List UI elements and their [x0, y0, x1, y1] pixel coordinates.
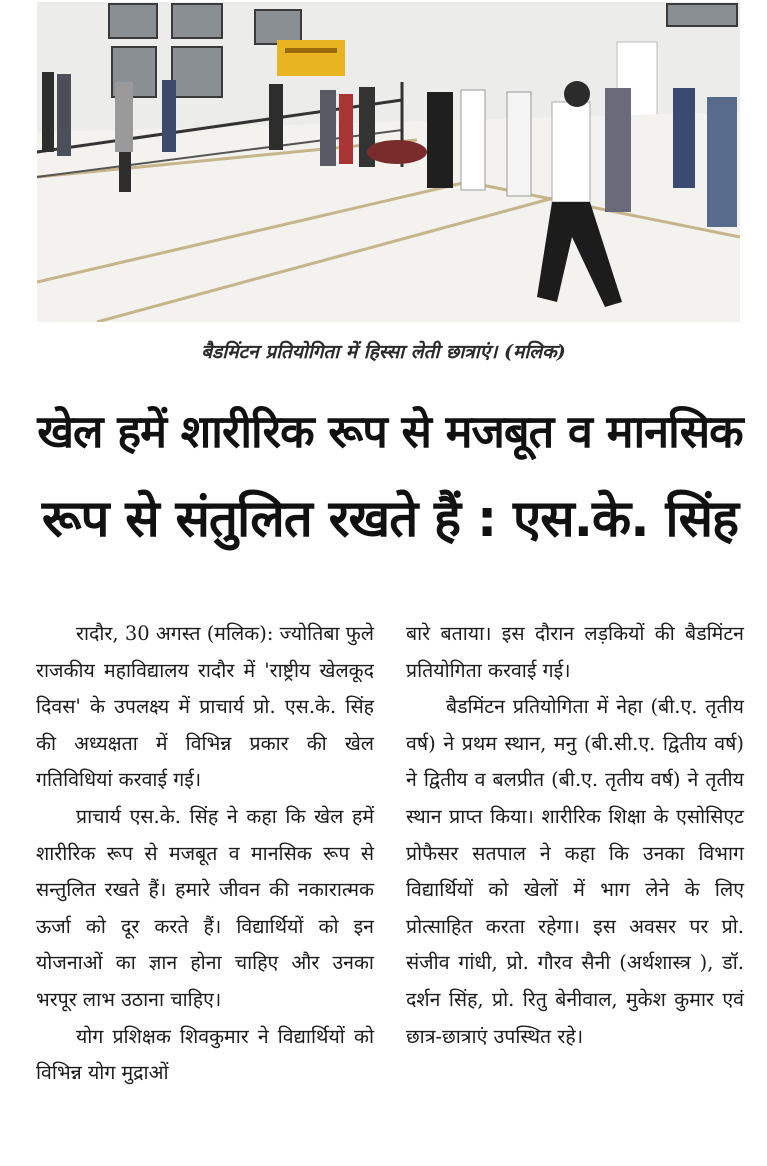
article-paragraph: प्राचार्य एस.के. सिंह ने कहा कि खेल हमें शारीरिक रूप से मजबूत व मानसिक रूप से सन्तुलित रखते हैं। हमारे जीवन की नकारात्मक ऊर्जा को दूर करते हैं। विद्यार्थियों को इन योजनाओं का ज्ञान होना चाहिए और उनका भरपूर लाभ उठाना चाहिए।	[36, 804, 374, 1011]
yellow-banner	[277, 40, 345, 76]
headline-line-1: खेल हमें शारीरिक रूप से मजबूत व मानसिक	[37, 405, 743, 458]
bags	[367, 140, 427, 164]
article-paragraph: बारे बताया। इस दौरान लड़कियों की बैडमिंटन प्रतियोगिता करवाई गई।	[406, 622, 744, 682]
news-photo	[37, 2, 740, 322]
photo-caption: बैडमिंटन प्रतियोगिता में हिस्सा लेती छात्राएं। (मलिक)	[201, 341, 566, 363]
headline-line-2: रूप से संतुलित रखते हैं : एस.के. सिंह	[41, 490, 739, 549]
article-paragraph: बैडमिंटन प्रतियोगिता में नेहा (बी.ए. तृतीय वर्ष) ने प्रथम स्थान, मनु (बी.सी.ए. द्वितीय वर्ष) ने द्वितीय व बलप्रीत (बी.ए. तृतीय वर्ष) ने तृतीय स्थान प्राप्त किया। शारीरिक शिक्षा के एसोसिएट प्रोफैसर सतपाल ने कहा कि उनका विभाग विद्यार्थियों को खेलों में भाग लेने के लिए प्रोत्साहित करता रहेगा। इस अवसर पर प्रो. संजीव गांधी, प्रो. गौरव सैनी (अर्थशास्त्र ), डॉ. दर्शन सिंह, प्रो. रितु बेनीवाल, मुकेश कुमार एवं छात्र-छात्राएं उपस्थित रहे।	[406, 695, 744, 1048]
article-column-left	[36, 616, 374, 1092]
headline	[36, 388, 744, 564]
badminton-hall-photo	[37, 2, 740, 322]
article-column-right	[406, 616, 744, 1055]
article-paragraph: योग प्रशिक्षक शिवकुमार ने विद्यार्थियों को विभिन्न योग मुद्राओं	[36, 1024, 374, 1085]
article-paragraph: रादौर, 30 अगस्त (मलिक): ज्योतिबा फुले राजकीय महाविद्यालय रादौर में 'राष्ट्रीय खेलकूद दिवस' के उपलक्ष्य में प्राचार्य प्रो. एस.के. सिंह की अध्यक्षता में विभिन्न प्रकार की खेल गतिविधियां करवाई गई।	[36, 622, 374, 792]
